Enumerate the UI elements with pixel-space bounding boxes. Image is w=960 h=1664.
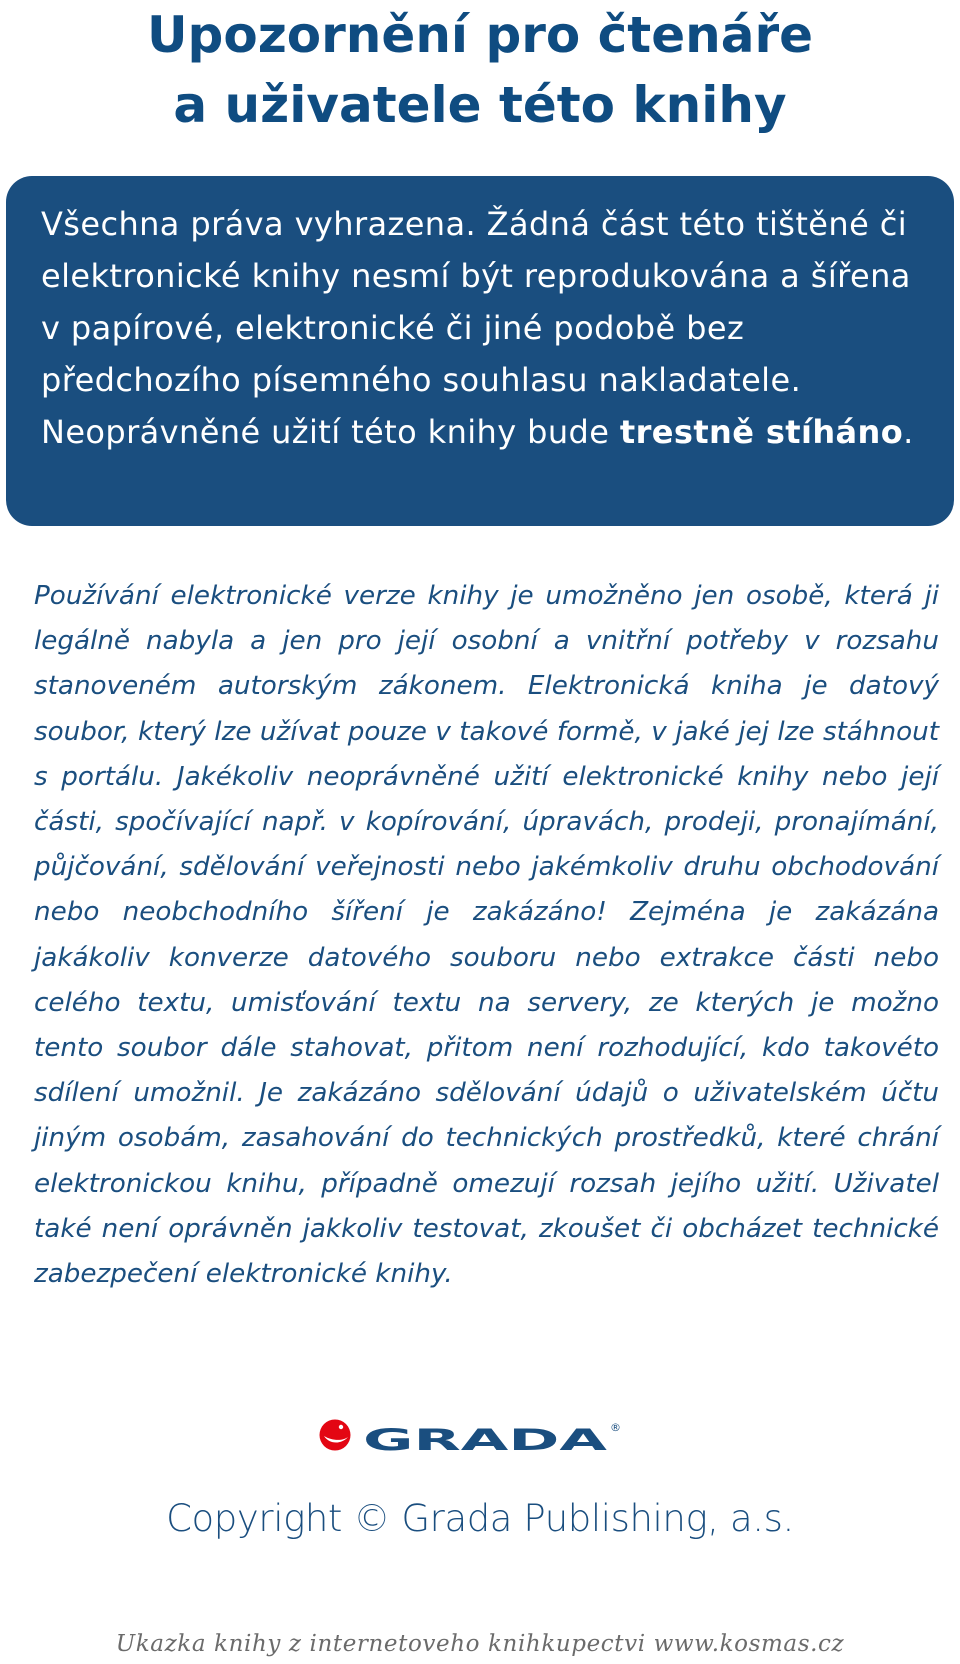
registered-mark: ® [610,1421,621,1434]
page-title-line-2: a uživatele této knihy [173,76,787,134]
grada-wordmark: GRADA [363,1423,609,1453]
footer-watermark-text: Ukazka knihy z internetoveho knihkupectvi www.kosmas.cz [115,1631,845,1657]
rights-notice-box [6,176,954,526]
grada-logo [319,1417,649,1453]
rights-notice-text-end: . [903,413,914,451]
rights-notice-emphasis: trestně stíháno [619,413,904,451]
copyright-text: Copyright © Grada Publishing, a.s. [166,1497,794,1540]
usage-terms-paragraph: Používání elektronické verze knihy je umožněno jen osobě, která ji legálně nabyla a jen pro její osobní a vnitřní potřeby v rozsahu stanoveném autorským zákonem. Elektronická kniha je datový soubor, který lze užívat pouze v takové formě, v jaké jej lze stáhnout s portálu. Jakékoliv neoprávněné užití elektronické knihy nebo její části, spočívající např. v kopírování, úpravách, prodeji, pronajímání, půjčování, sdělování veřejnosti nebo jakémkoliv druhu obchodování nebo neobchodního šíření je zakázáno! Zejména je zakázána jakákoliv konverze datového souboru nebo extrakce části nebo celého textu, umisťování textu na servery, ze kterých je možno tento soubor dále stahovat, přitom není rozhodující, kdo takovéto sdílení umožnil. Je zakázáno sdělování údajů o uživatelském účtu jiným osobám, zasahování do technických prostředků, které chrání elektronickou knihu, případně omezují rozsah jejího užití. Uživatel také není oprávněn jakkoliv testovat, zkoušet či obcházet technické zabezpečení elektronické knihy. [34,581,939,1290]
rights-notice-text [41,198,920,458]
grada-red-circle-logo-icon [320,1420,351,1451]
page-title [0,0,960,140]
page-title-line-1: Upozornění pro čtenáře [146,6,814,64]
rights-notice-text-main: Všechna práva vyhrazena. Žádná část této tištěné či elektronické knihy nesmí být reprodukována a šířena v papírové, elektronické či jiné podobě bez předchozího písemného souhlasu nakladatele. Neoprávněné užití této knihy bude [41,205,911,451]
